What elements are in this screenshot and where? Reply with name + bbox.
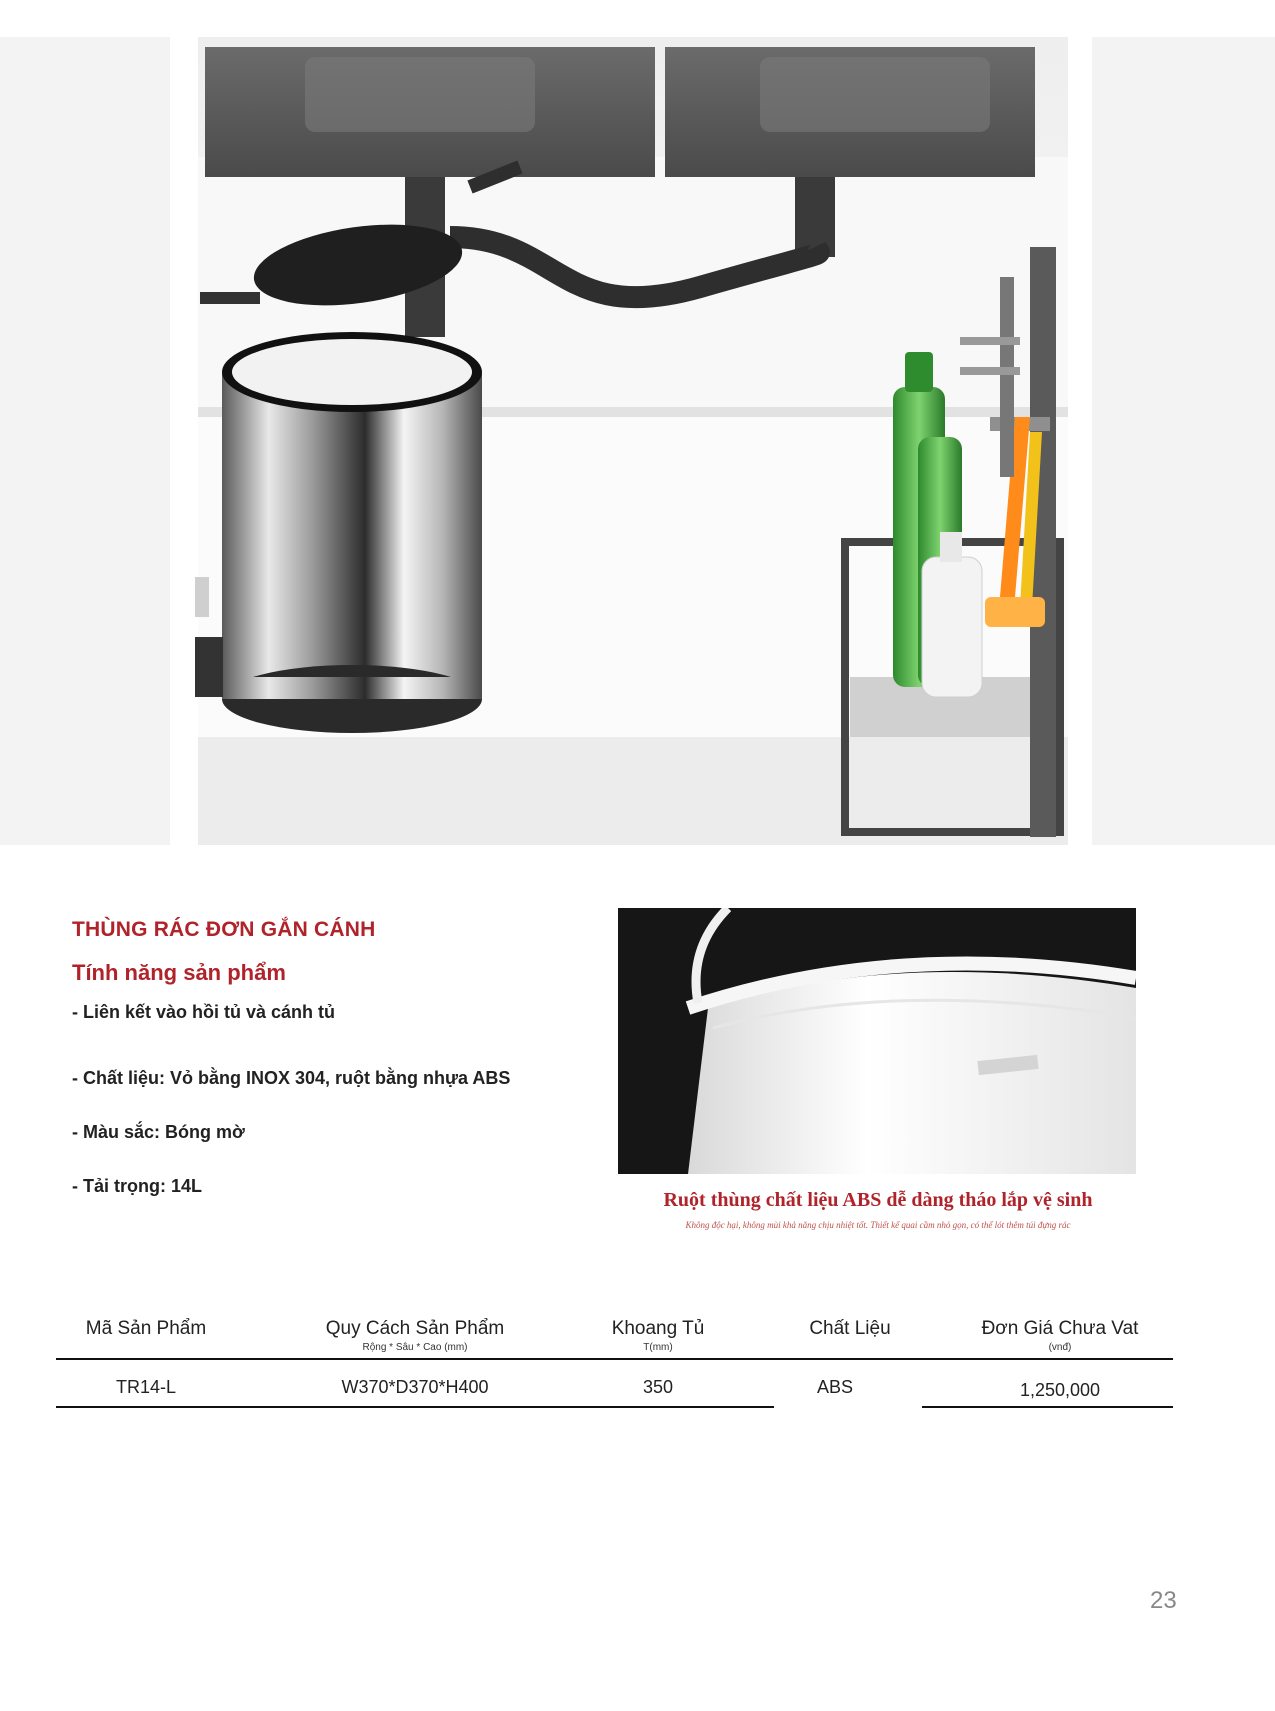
- column-subheader-spec: Rộng * Sâu * Cao (mm): [362, 1342, 468, 1353]
- cell-spec: W370*D370*H400: [341, 1377, 489, 1397]
- row-rule: [56, 1406, 774, 1408]
- bucket-illustration: [618, 908, 1136, 1174]
- column-header-code: Mã Sản Phẩm: [85, 1318, 207, 1339]
- column-header-spec: Quy Cách Sản Phẩm: [325, 1318, 505, 1339]
- page-number: 23: [1150, 1587, 1177, 1614]
- inset-caption: Ruột thùng chất liệu ABS dễ dàng tháo lắp vệ sinh: [663, 1189, 1093, 1211]
- column-header-cabinet: Khoang Tủ: [611, 1318, 705, 1339]
- cell-cabinet: 350: [642, 1377, 674, 1397]
- features-heading: Tính năng sản phẩm: [72, 960, 286, 985]
- row-rule-price: [922, 1406, 1173, 1408]
- feature-item: - Màu sắc: Bóng mờ: [72, 1122, 245, 1142]
- inner-bucket-photo: [618, 908, 1136, 1174]
- cabinet-illustration: [0, 37, 1275, 845]
- cell-code: TR14-L: [115, 1377, 177, 1397]
- column-header-material: Chất Liệu: [809, 1318, 891, 1339]
- feature-item: - Chất liệu: Vỏ bằng INOX 304, ruột bằng nhựa ABS: [72, 1068, 511, 1088]
- product-title: THÙNG RÁC ĐƠN GẮN CÁNH: [72, 918, 376, 941]
- inset-note: Không độc hại, không mùi khả năng chịu nhiệt tốt. Thiết kế quai cầm nhỏ gọn, có thể lót thêm túi đựng rác: [685, 1220, 1071, 1230]
- column-header-price: Đơn Giá Chưa Vat: [981, 1318, 1139, 1339]
- column-subheader-cabinet: T(mm): [643, 1342, 673, 1353]
- feature-item: - Tải trọng: 14L: [72, 1176, 202, 1196]
- header-rule: [56, 1358, 1173, 1360]
- cell-material: ABS: [816, 1377, 854, 1397]
- column-subheader-price: (vnđ): [1048, 1342, 1072, 1353]
- cell-price: 1,250,000: [1019, 1380, 1101, 1400]
- feature-item: - Liên kết vào hồi tủ và cánh tủ: [72, 1002, 336, 1022]
- product-photo: [0, 37, 1275, 845]
